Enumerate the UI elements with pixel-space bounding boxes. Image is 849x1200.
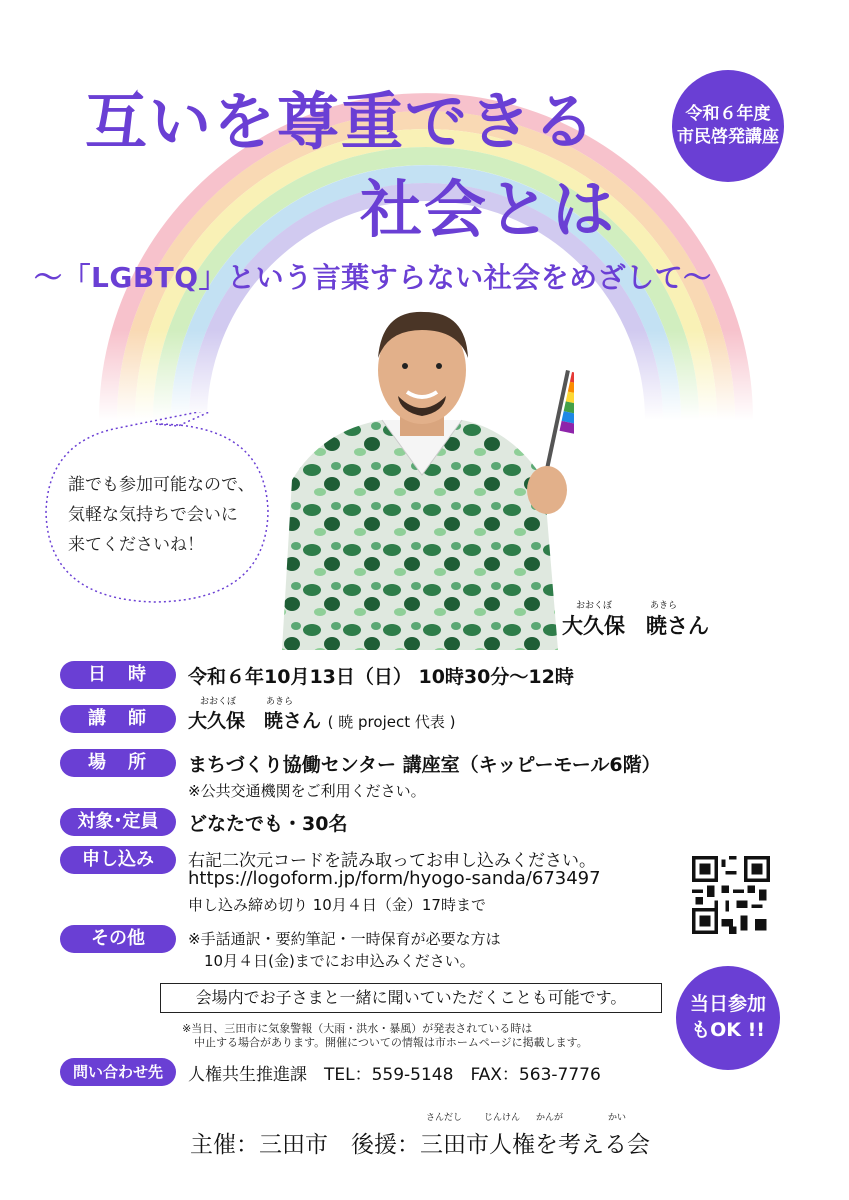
title-line-1: 互いを尊重できる bbox=[85, 85, 598, 158]
other-label: その他 bbox=[60, 925, 176, 953]
footer-text: 主催：三田市 後援：三田市人権を考える会 bbox=[190, 1132, 650, 1158]
footer-ruby-2: じんけん bbox=[484, 1113, 521, 1123]
speaker-ruby-family: おおくぼ bbox=[576, 601, 613, 611]
subtitle: ～「LGBTQ」という言葉すらない社会をめざして～ bbox=[34, 261, 712, 294]
bubble-line-1: 誰でも参加可能なので、 bbox=[68, 475, 255, 495]
badge-line-2: 市民啓発講座 bbox=[677, 127, 779, 147]
footer-ruby-1: さんだし bbox=[426, 1113, 463, 1123]
contact-value: 人権共生推進課 TEL：559-5148 FAX：563-7776 bbox=[188, 1065, 601, 1085]
footer-ruby-4: かい bbox=[608, 1113, 627, 1123]
place-label: 場 所 bbox=[60, 749, 176, 777]
apply-url[interactable]: https://logoform.jp/form/hyogo-sanda/673497 bbox=[188, 868, 601, 889]
lecturer-ruby-given: あきら bbox=[266, 697, 294, 707]
lecturer-note: ( 暁 project 代表 ) bbox=[327, 713, 456, 731]
footer-ruby-3: かんが bbox=[536, 1113, 564, 1123]
target-label: 対象･定員 bbox=[60, 808, 176, 836]
lecturer-value bbox=[188, 697, 456, 733]
title-line-2: 社会とは bbox=[360, 173, 617, 246]
lecturer-name: 大久保 暁さん bbox=[188, 710, 322, 732]
place-note: ※公共交通機関をご利用ください。 bbox=[188, 782, 426, 800]
fine-print-1: ※当日、三田市に気象警報（大雨・洪水・暴風）が発表されている時は bbox=[182, 1022, 533, 1035]
bubble-line-2: 気軽な気持ちで会いに bbox=[68, 505, 238, 525]
date-label: 日 時 bbox=[60, 661, 176, 689]
notice-box: 会場内でお子さまと一緒に聞いていただくことも可能です。 bbox=[160, 983, 662, 1013]
series-badge bbox=[672, 70, 784, 182]
walk-in-line-1: 当日参加 bbox=[689, 993, 766, 1016]
badge-line-1: 令和６年度 bbox=[685, 104, 771, 125]
speaker-ruby-given: あきら bbox=[650, 601, 678, 611]
apply-label: 申し込み bbox=[60, 846, 176, 874]
contact-label: 問い合わせ先 bbox=[60, 1058, 176, 1086]
speaker-name bbox=[562, 601, 709, 640]
bubble-line-3: 来てくださいね！ bbox=[68, 535, 204, 555]
footer-sponsors bbox=[190, 1113, 650, 1159]
lecturer-ruby-family: おおくぼ bbox=[200, 697, 237, 707]
apply-deadline: 申し込み締め切り 10月４日（金）17時まで bbox=[188, 896, 486, 914]
lecturer-label: 講 師 bbox=[60, 705, 176, 733]
qr-code[interactable] bbox=[692, 856, 770, 934]
date-value: 令和６年10月13日（日） 10時30分～12時 bbox=[188, 666, 574, 688]
target-value: どなたでも・30名 bbox=[188, 813, 348, 835]
other-line-1: ※手話通訳・要約筆記・一時保育が必要な方は bbox=[188, 930, 501, 948]
speaker-name-text: 大久保 暁さん bbox=[562, 614, 709, 638]
place-value: まちづくり協働センター 講座室（キッピーモール6階） bbox=[188, 754, 661, 776]
walk-in-badge bbox=[676, 966, 780, 1070]
apply-line-1: 右記二次元コードを読み取ってお申し込みください。 bbox=[188, 851, 596, 871]
bubble-text bbox=[68, 470, 255, 560]
speaker-photo bbox=[262, 300, 574, 650]
walk-in-line-2: もOK !! bbox=[691, 1019, 765, 1041]
other-line-2: 10月４日(金)までにお申込みください。 bbox=[204, 952, 475, 970]
fine-print-2: 中止する場合があります。開催についての情報は市ホームページに掲載します。 bbox=[194, 1036, 588, 1049]
